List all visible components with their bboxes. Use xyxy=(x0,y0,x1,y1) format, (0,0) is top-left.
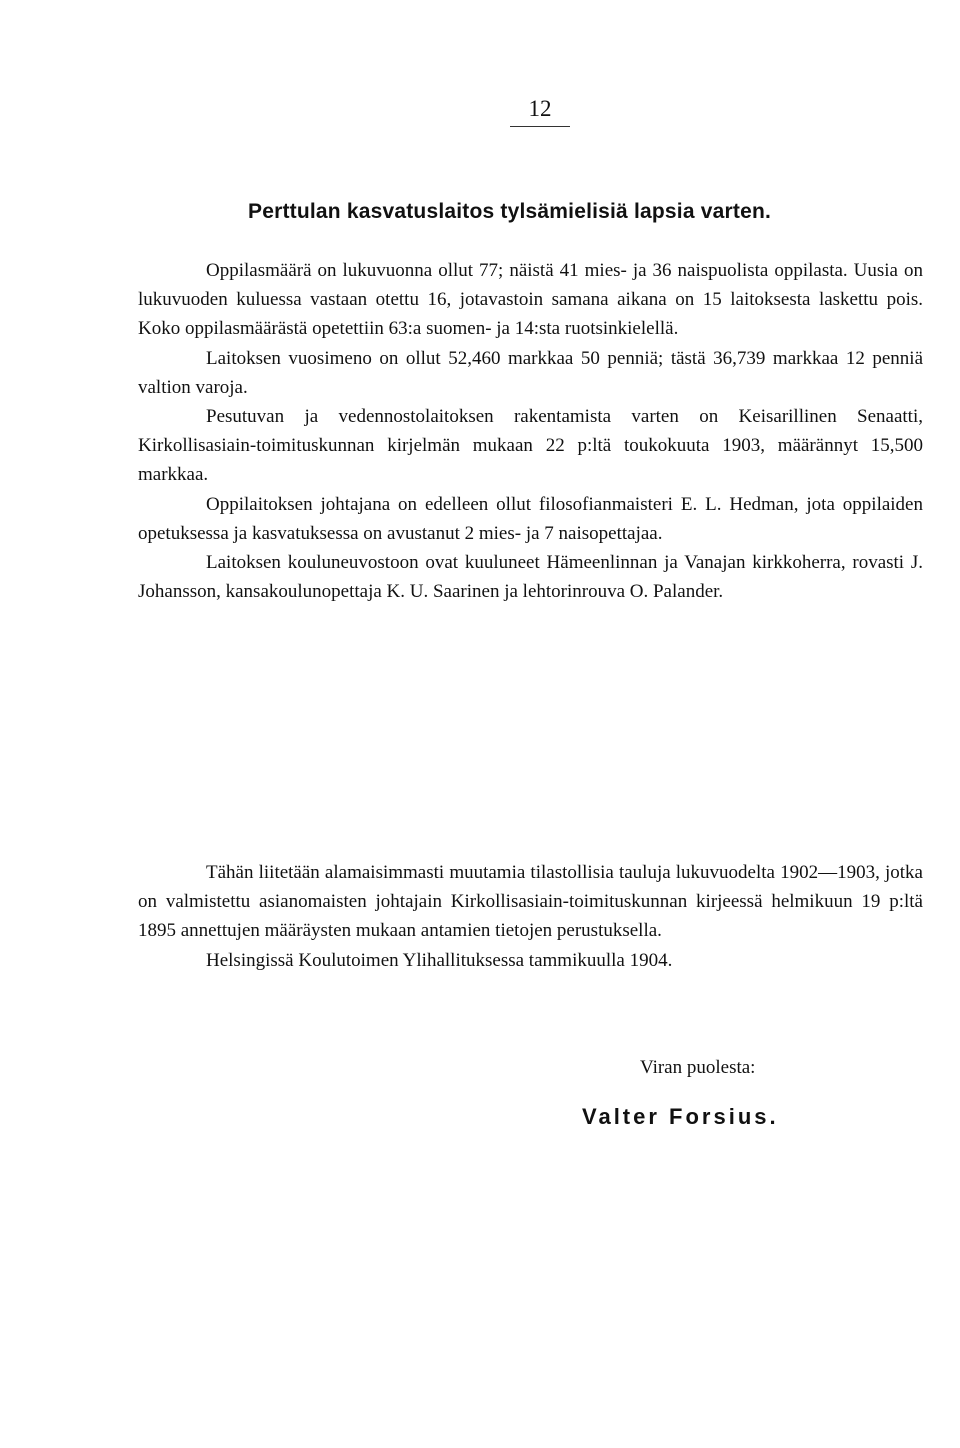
page-number: 12 xyxy=(510,96,570,127)
section-title: Perttulan kasvatuslaitos tylsämielisiä lapsia varten. xyxy=(248,200,772,223)
paragraph-pupils: Oppilasmäärä on lukuvuonna ollut 77; näistä 41 mies- ja 36 naispuolista oppilasta. Uusia on lukuvuoden kuluessa vastaan otettu 16, jotavastoin samana aikana on 15 laitoksesta laskettu pois. Koko oppilasmäärästä opetettiin 63:a suomen- ja 14:sta ruotsinkielellä. xyxy=(138,260,923,340)
paragraph-school-board: Laitoksen kouluneuvostoon ovat kuuluneet Hämeenlinnan ja Vanajan kirkkoherra, rovasti J. Johansson, kansakoulunopettaja K. U. Saarinen ja lehtorinrouva O. Palander. xyxy=(138,552,923,603)
paragraph-construction: Pesutuvan ja vedennostolaitoksen rakentamista varten on Keisarillinen Senaatti, Kirkollisasiain-toimituskunnan kirjelmän mukaan 22 p:ltä toukokuuta 1903, määrännyt 15,500 markkaa. xyxy=(138,406,923,486)
body-section xyxy=(138,256,923,606)
closing-section xyxy=(138,858,923,975)
signature-name: Valter Forsius. xyxy=(582,1104,779,1129)
paragraph-expenses: Laitoksen vuosimeno on ollut 52,460 markkaa 50 penniä; tästä 36,739 markkaa 12 penniä valtion varoja. xyxy=(138,347,923,398)
signature-label: Viran puolesta: xyxy=(640,1057,756,1078)
paragraph-place-date: Helsingissä Koulutoimen Ylihallituksessa tammikuulla 1904. xyxy=(206,949,673,971)
paragraph-statistics: Tähän liitetään alamaisimmasti muutamia tilastollisia tauluja lukuvuodelta 1902—1903, jotka on valmistettu asianomaisten johtajain Kirkollisasiain-toimituskunnan kirjeessä helmikuun 19 p:ltä 1895 annettujen määräysten mukaan antamien tietojen perustuksella. xyxy=(138,862,923,942)
paragraph-director: Oppilaitoksen johtajana on edelleen ollut filosofianmaisteri E. L. Hedman, jota oppilaiden opetuksessa ja kasvatuksessa on avustanut 2 mies- ja 7 naisopettajaa. xyxy=(138,493,923,544)
